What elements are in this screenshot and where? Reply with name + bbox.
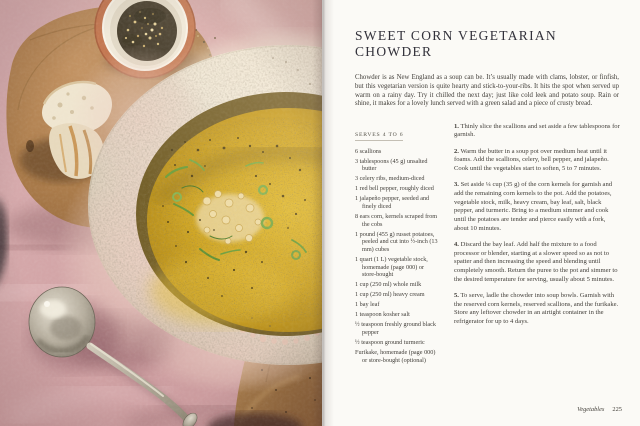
ingredients-column xyxy=(355,123,439,367)
ingredient-item: 1 red bell pepper, roughly diced xyxy=(355,185,434,193)
serves-label: SERVES 4 TO 6 xyxy=(355,132,403,141)
ingredient-item: 1 pound (455 g) russet potatoes, peeled and cut into ½-inch (13 mm) cubes xyxy=(355,230,438,253)
recipe-intro: Chowder is as New England as a soup can be. It’s usually made with clams, lobster, or finfish, but this vegetarian version is quite hearty and stick-to-your-ribs. It hits the spot when served up warm on a rainy day. Try it chilled the next day; just like cold leek and potato soup. Rain or shine, it makes for a lovely lunch served with a green salad and a piece of crusty bread. xyxy=(355,74,619,108)
ingredient-item: 1 teaspoon kosher salt xyxy=(355,311,410,319)
footer-section-label: Vegetables xyxy=(577,406,605,413)
ingredient-item: 1 cup (250 ml) whole milk xyxy=(355,281,422,289)
recipe-columns xyxy=(355,123,620,367)
ingredient-item: 1 jalapeño pepper, seeded and finely diced xyxy=(355,195,430,210)
ingredient-item: ½ teaspoon freshly ground black pepper xyxy=(355,321,436,336)
footer-page-number: 225 xyxy=(612,406,622,413)
recipe-step xyxy=(454,292,620,327)
steps-column xyxy=(454,123,620,367)
step-text: Set aside ¼ cup (35 g) of the corn kernels for garnish and add the remaining corn kernels to the pot. Add the potatoes, vegetable stock, milk, heavy cream, bay leaf, salt, black pepper, and turmeric. Bring to a medium simmer and cook until the potatoes are tender and pierce easily with a fork, about 10 minutes. xyxy=(454,181,613,232)
ingredient-item: 8 ears corn, kernels scraped from the cobs xyxy=(355,212,438,228)
ingredient-item: 1 bay leaf xyxy=(355,301,380,309)
step-number: 3. xyxy=(454,181,459,189)
step-number: 1. xyxy=(454,122,459,130)
step-number: 5. xyxy=(454,291,459,299)
recipe-step xyxy=(454,181,620,233)
recipe-title: SWEET CORN VEGETARIAN CHOWDER xyxy=(355,28,557,60)
recipe-step xyxy=(454,148,620,174)
page-footer xyxy=(577,406,622,413)
step-text: Warm the butter in a soup pot over medium heat until it foams. Add the scallions, celery, bell pepper, and jalapeño. Cook until the vegetables start to soften, 5 to 7 minutes. xyxy=(454,147,609,172)
ingredient-item: Furikake, homemade (page 000) or store-bought (optional) xyxy=(355,348,436,364)
recipe-step xyxy=(454,123,620,140)
ingredient-item: 6 scallions xyxy=(355,147,382,155)
step-text: Discard the bay leaf. Add half the mixture to a food processor or blender, starting at a slower speed so as not to spatter and then increasing the speed and blending until completely smooth. Return the puree to the pot and simmer to the desired temperature for serving, usually about 5 minutes. xyxy=(454,240,618,283)
ingredient-item: 1 cup (250 ml) heavy cream xyxy=(355,291,425,299)
step-number: 4. xyxy=(454,240,459,248)
step-text: To serve, ladle the chowder into soup bowls. Garnish with the reserved corn kernels, reserved scallions, and the furikake. Store any leftover chowder in an airtight container in the refrigerator for up to 4 days. xyxy=(454,291,619,325)
ingredient-item: 3 celery ribs, medium-diced xyxy=(355,175,425,183)
recipe-page xyxy=(322,0,640,426)
ingredient-item: ½ teaspoon ground turmeric xyxy=(355,338,425,346)
step-text: Thinly slice the scallions and set aside a few tablespoons for garnish. xyxy=(454,122,620,139)
recipe-step xyxy=(454,241,620,285)
step-number: 2. xyxy=(454,147,459,155)
ingredient-list xyxy=(355,148,439,365)
ingredient-item: 1 quart (1 L) vegetable stock, homemade (page 000) or store-bought xyxy=(355,255,428,279)
ingredient-item: 3 tablespoons (45 g) unsalted butter xyxy=(355,157,428,173)
